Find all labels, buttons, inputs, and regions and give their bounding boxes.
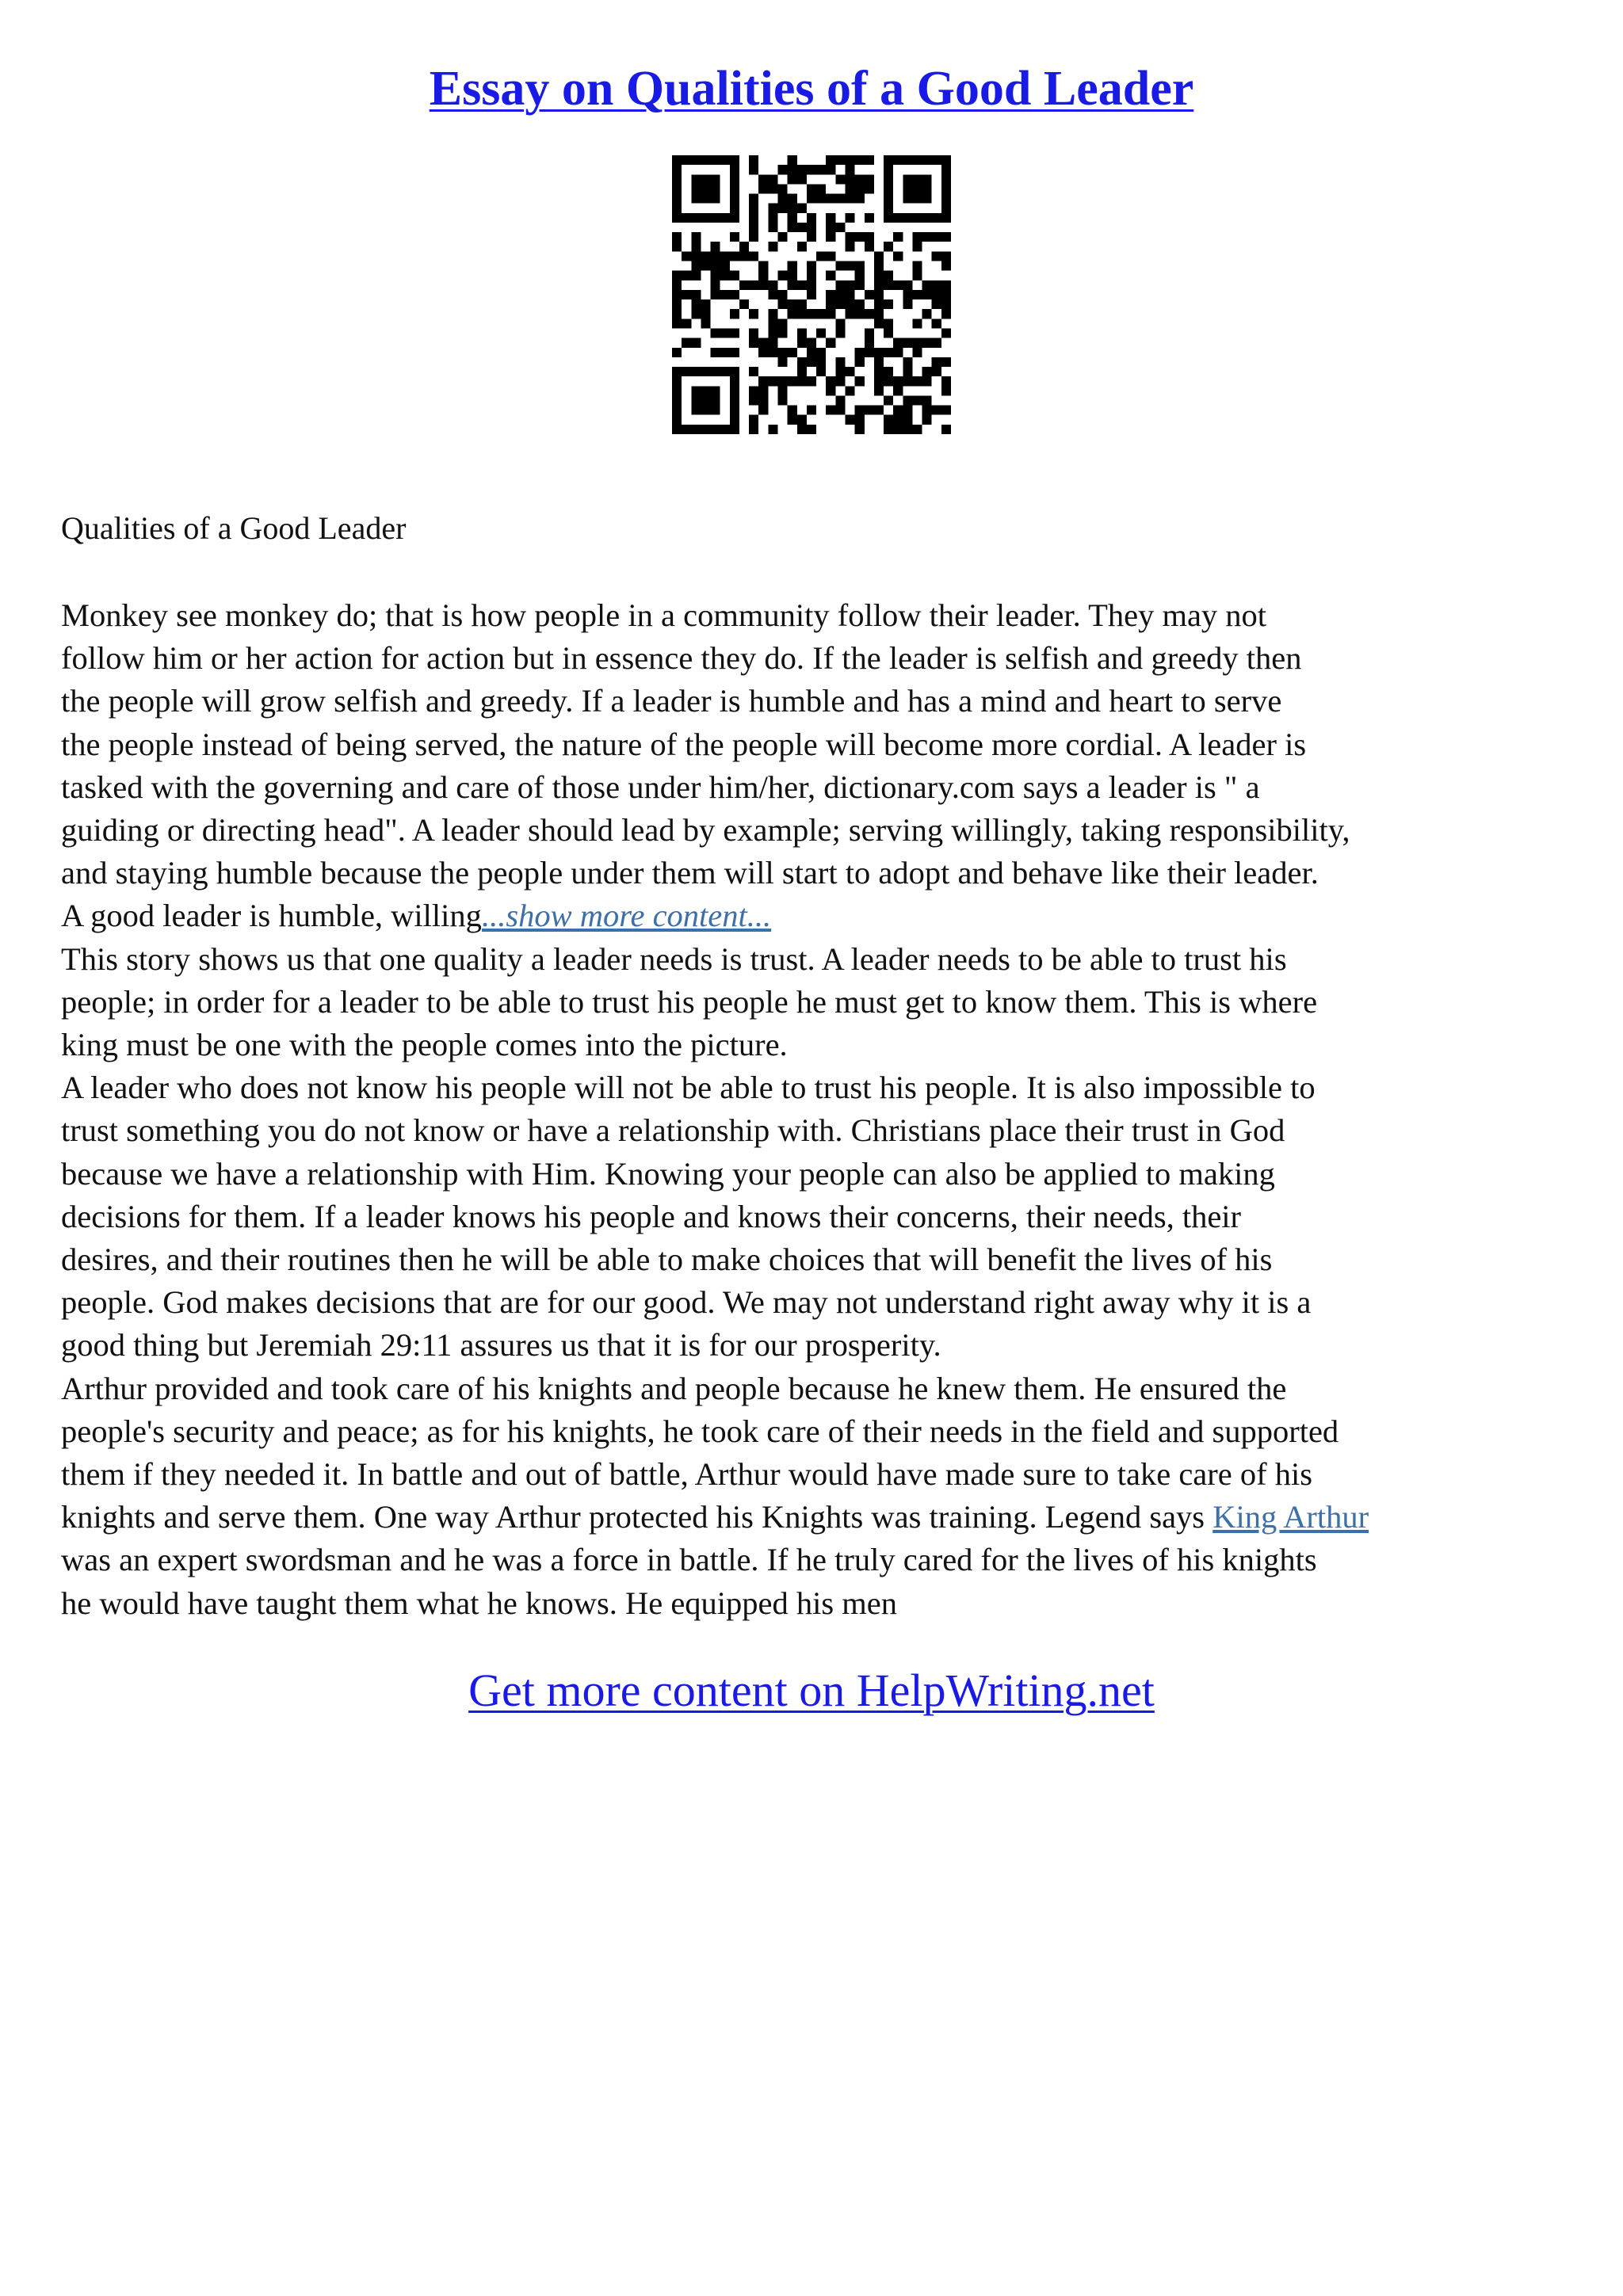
- paragraph-line: follow him or her action for action but in essence they do. If the leader is selfish and greedy then: [61, 640, 1302, 677]
- paragraph-line: trust something you do not know or have a relationship with. Christians place their trust in God: [61, 1112, 1285, 1149]
- get-more-content-link[interactable]: Get more content on HelpWriting.net: [468, 1665, 1155, 1716]
- paragraph-line: king must be one with the people comes into the picture.: [61, 1027, 788, 1063]
- paragraph-3: [61, 1066, 1567, 1367]
- paragraph-line: people. God makes decisions that are for our good. We may not understand right away why it is a: [61, 1284, 1312, 1321]
- paragraph-4: [61, 1367, 1567, 1625]
- paragraph-line: them if they needed it. In battle and out of battle, Arthur would have made sure to take care of his: [61, 1456, 1312, 1493]
- paragraph-line: guiding or directing head". A leader should lead by example; serving willingly, taking responsibility,: [61, 812, 1350, 849]
- paragraph-1: [61, 594, 1567, 938]
- paragraph-2: [61, 938, 1567, 1067]
- qr-code-icon: [672, 155, 951, 434]
- essay-subtitle: Qualities of a Good Leader: [61, 510, 407, 546]
- paragraph-line: the people will grow selfish and greedy. If a leader is humble and has a mind and heart to serve: [61, 683, 1282, 719]
- paragraph-line-text: knights and serve them. One way Arthur protected his Knights was training. Legend says: [61, 1499, 1213, 1535]
- paragraph-line: desires, and their routines then he will be able to make choices that will benefit the lives of his: [61, 1241, 1273, 1278]
- paragraph-line: and staying humble because the people under them will start to adopt and behave like their leader.: [61, 855, 1319, 891]
- paragraph-line: people's security and peace; as for his knights, he took care of their needs in the field and supported: [61, 1413, 1339, 1449]
- paragraph-line: because we have a relationship with Him. Knowing your people can also be applied to making: [61, 1155, 1275, 1192]
- title-link[interactable]: Essay on Qualities of a Good Leader: [429, 62, 1194, 116]
- paragraph-line: A leader who does not know his people will not be able to trust his people. It is also impossible to: [61, 1070, 1316, 1106]
- footer: [0, 1662, 1623, 1719]
- paragraph-line: Arthur provided and took care of his knights and people because he knew them. He ensured the: [61, 1370, 1287, 1406]
- paragraph-line: was an expert swordsman and he was a force in battle. If he truly cared for the lives of his knights: [61, 1542, 1317, 1578]
- paragraph-line: [61, 894, 1567, 937]
- paragraph-line: Monkey see monkey do; that is how people in a community follow their leader. They may not: [61, 597, 1267, 633]
- document-title: [0, 57, 1623, 120]
- paragraph-line: decisions for them. If a leader knows his people and knows their concerns, their needs, their: [61, 1198, 1242, 1234]
- paragraph-line: the people instead of being served, the nature of the people will become more cordial. A leader is: [61, 726, 1307, 762]
- show-more-link[interactable]: ...show more content...: [481, 898, 772, 934]
- paragraph-line: good thing but Jeremiah 29:11 assures us that it is for our prosperity.: [61, 1327, 941, 1363]
- paragraph-line: he would have taught them what he knows. He equipped his men: [61, 1585, 898, 1621]
- paragraph-line: [61, 1496, 1567, 1539]
- paragraph-line: tasked with the governing and care of those under him/her, dictionary.com says a leader is " a: [61, 769, 1260, 805]
- paragraph-line: This story shows us that one quality a leader needs is trust. A leader needs to be able to trust his: [61, 940, 1287, 977]
- king-arthur-link[interactable]: King Arthur: [1212, 1499, 1369, 1535]
- essay-body: [61, 594, 1567, 1625]
- paragraph-line-text: A good leader is humble, willing: [61, 898, 482, 934]
- paragraph-line: people; in order for a leader to be able to trust his people he must get to know them. This is where: [61, 983, 1318, 1020]
